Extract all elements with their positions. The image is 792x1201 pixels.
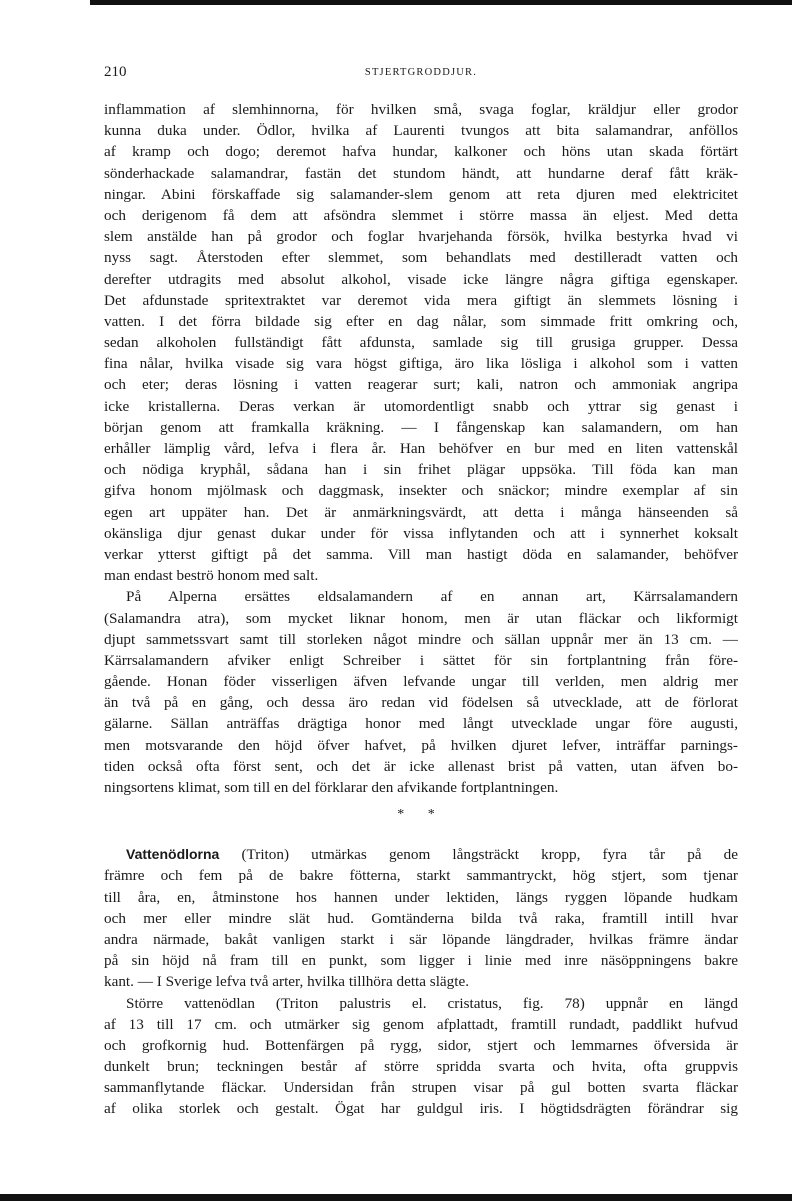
text-line: och grofkornig hud. Bottenfärgen på rygg, sidor, stjert och lemmarnes öfversida är [104, 1036, 738, 1054]
text-line: slem anstälde han på grodor och foglar hvarjehanda försök, hvilka bestyrka hvad vi [104, 228, 738, 246]
text-line: kant. — I Sverige lefva två arter, hvilka tillhöra detta slägte. [104, 973, 470, 991]
text-line: till åra, en, åtminstone hos hannen under lektiden, längs ryggen löpande hudkam [104, 888, 738, 906]
text-line: andra närmade, bakåt vanligen starkt i sär löpande längdrader, hvilkas främre ändar [104, 930, 738, 948]
text-line: och mer eller mindre slät hud. Gomtänderna bilda två raka, framtill intill hvar [104, 909, 738, 927]
text-line: främre och fem på de bakre fötterna, starkt sammantryckt, hög stjert, som tjenar [104, 867, 738, 885]
page-header [104, 64, 738, 84]
text-line: af 13 till 17 cm. och utmärker sig genom afplattadt, framtill rundadt, paddlikt hufvud [104, 1015, 738, 1033]
text-line: af kramp och dogo; deremot hafva hundar, kalkoner och höns utan skada förtärt [104, 143, 738, 161]
text-line: Kärrsalamandern afviker enligt Schreiber i sättet för sin fortplantning från före- [104, 651, 738, 669]
text-line: egen art uppäter han. Det är anmärkningsvärdt, att detta i många hänseenden så [104, 503, 738, 521]
text-line: dunkelt brun; teckningen består af större spridda svarta och hvita, ofta gruppvis [104, 1058, 738, 1076]
text-line: man endast beströ honom med salt. [104, 567, 319, 585]
text-line: (Salamandra atra), som mycket liknar honom, men är utan fläckar och likformigt [104, 609, 738, 627]
text-line: men motsvarande den höjd öfver hafvet, på hvilken djuret lefver, inträffar parnings- [104, 736, 738, 754]
text-line: nyss sagt. Återstoden efter slemmet, som behandlats med destilleradt vatten och [104, 249, 738, 267]
text-line: och derigenom få dem att afsöndra slemmet i större massa än eljest. Med detta [104, 206, 738, 224]
text-line: Större vattenödlan (Triton palustris el. cristatus, fig. 78) uppnår en längd [126, 994, 738, 1012]
text-line: gående. Honan föder visserligen äfven lefvande ungar till verlden, men aldrig mer [104, 673, 738, 691]
text-line: inflammation af slemhinnorna, för hvilken små, svaga foglar, kräldjur eller grodor [104, 101, 738, 118]
text-line: af olika storlek och gestalt. Ögat har guldgul iris. I högtidsdrägten förändrar sig [104, 1100, 738, 1118]
text-line-rest: (Triton) utmärkas genom långsträckt kropp, fyra tår på de [241, 846, 739, 864]
text-line: icke kristallerna. Deras verkan är utomordentligt snabb och yttrar sig genast i [104, 397, 738, 415]
section-spacer [104, 832, 738, 844]
text-line: sönderhackade salamandrar, fastän det stundom händt, att hundarne deraf fått kräk- [104, 164, 738, 182]
text-line: och eter; deras lösning i vatten reagerar surt; kali, natron och ammoniak angripa [104, 376, 738, 394]
text-line: gälarne. Sällan anträffas drägtiga honor med långt utvecklade ungar före augusti, [104, 715, 738, 733]
text-line [104, 844, 738, 865]
text-line: sammanflytande fläckar. Undersidan från strupen visar på gul botten svarta fläckar [104, 1079, 738, 1097]
text-line: gifva honom mjölmask och daggmask, insekter och snäckor; mindre exemplar af sin [104, 482, 738, 500]
text-line: fina nålar, hvilka visade sig vara högst giftiga, äro lika lösliga i alkohol som i vatten [104, 355, 738, 373]
text-line: ningar. Abini förskaffade sig salamander-slem genom att reta djuren med elektricitet [104, 185, 738, 203]
text-line: verkar ytterst giftigt på det samma. Vill man hastigt döda en salamander, behöfver [104, 545, 738, 563]
text-line: djupt sammetssvart samt till storleken något mindre och sällan uppnår mer än 13 cm. — [104, 630, 738, 648]
section-separator: * * [397, 807, 445, 823]
text-line: okänsliga djur genast dukar under för vissa inflytanden och att i synnerhet koksalt [104, 524, 738, 542]
body-text [104, 99, 738, 1120]
section-lead-term: Vattenödlorna [126, 846, 220, 863]
text-line: sedan alkoholen fullständigt fått afdunsta, samlade sig till grusiga grupper. Dessa [104, 334, 738, 352]
text-line: på sin höjd nå fram till en punkt, som ligger i linie med inre näsöppningens bakre [104, 952, 738, 970]
text-line: ningsortens klimat, som till en del förklarar den afvikande fortplantningen. [104, 779, 559, 796]
text-line: derefter utdragits med absolut alkohol, visade icke längre några giftiga egenskaper. [104, 270, 738, 288]
bottom-scan-border [0, 1194, 792, 1201]
text-line: vatten. I det förra bildade sig efter en dag nålar, som simmade fritt omkring och, [104, 312, 738, 330]
text-line: erhåller lämplig vård, lefva i flera år. Han behöfver en bur med en liten vattenskål [104, 440, 738, 457]
text-line: och nödiga kryphål, sådana han i sin frihet plägar uppsöka. Till föda kan man [104, 461, 738, 479]
text-line: Det afdunstade spritextraktet var deremot vida mera giftigt än slemmets lösning i [104, 291, 738, 309]
text-line: På Alperna ersättes eldsalamandern af en annan art, Kärrsalamandern [126, 588, 738, 606]
text-line: tiden också ofta först sent, och det är icke allenast brist på vatten, utan äfven bo- [104, 757, 738, 775]
top-scan-border [90, 0, 792, 5]
text-line: början genom att framkalla kräkning. — I fångenskap kan salamandern, om han [104, 418, 738, 436]
text-line: än två på en gång, och dessa äro redan vid födelsen så utvecklade, att de förlorat [104, 694, 738, 712]
running-head: STJERTGRODDJUR. [364, 67, 478, 78]
text-line: kunna duka under. Ödlor, hvilka af Laurenti tvungos att bita salamandrar, anföllos [104, 122, 738, 140]
page-number: 210 [104, 64, 127, 80]
